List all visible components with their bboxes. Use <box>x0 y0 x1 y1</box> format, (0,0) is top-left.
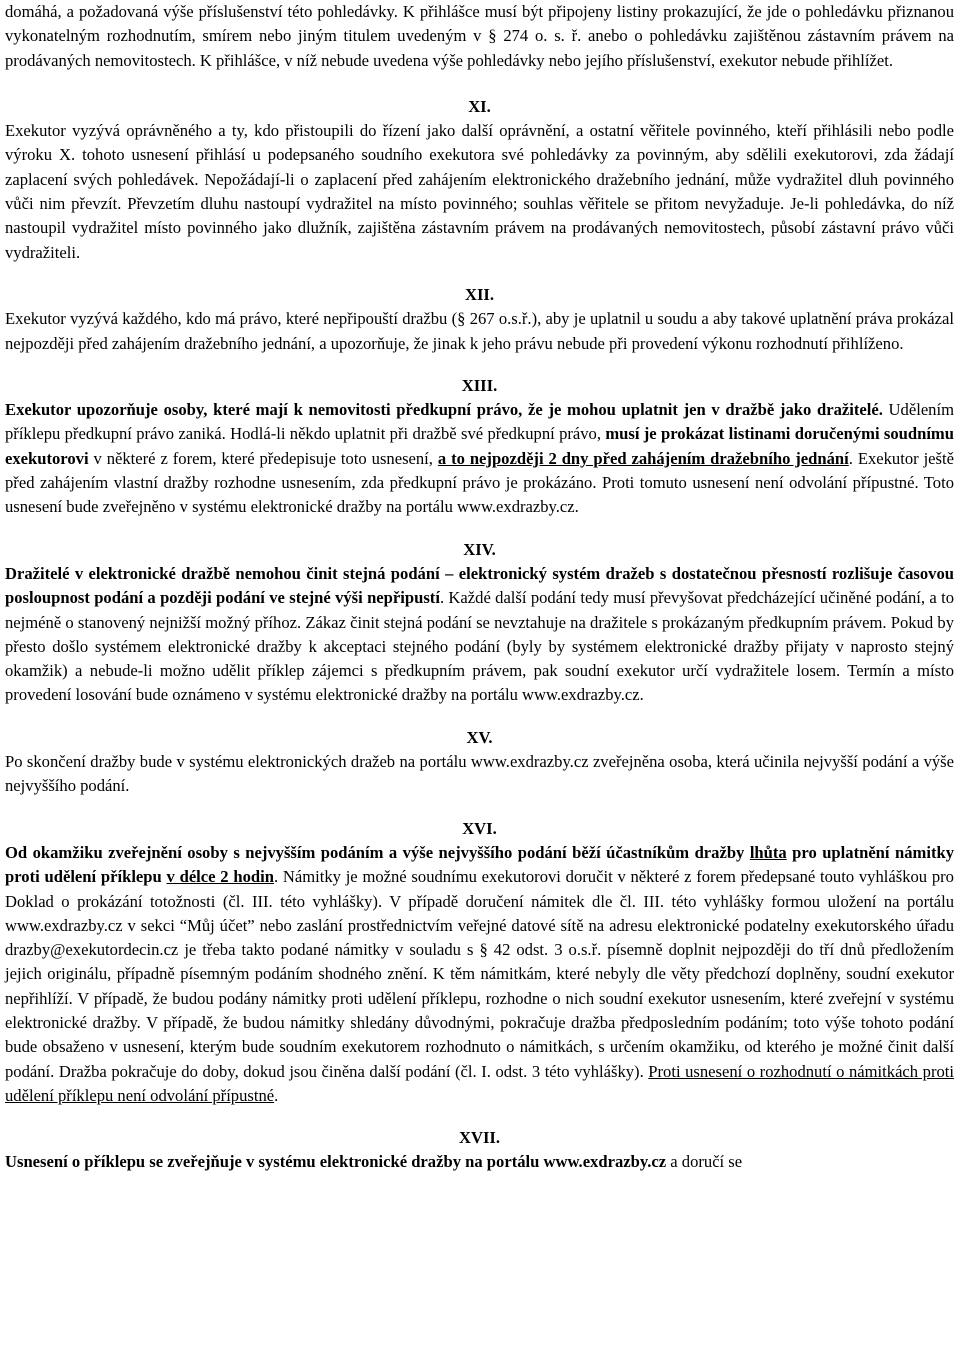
section-heading: XV. <box>466 727 493 747</box>
top-paragraph: domáhá, a požadovaná výše příslušenství této pohledávky. K přihlášce musí být připojeny listiny prokazující, že jde o pohledávku přiznanou vykonatelným rozhodnutím, smírem nebo jiným titulem uvedeným v § 274 o. s. ř. anebo o pohledávku zajištěnou zástavním právem na prodávaných nemovitostech. K přihlášce, v níž nebude uvedena výše pohledávky nebo jejího příslušenství, exekutor nebude přihlížet. <box>5 2 954 70</box>
plain-text: a doručí se <box>666 1152 743 1172</box>
bold-underlined-text: lhůta <box>749 842 787 862</box>
bold-text: Dražitelé v elektronické dražbě nemohou činit stejná podání – elektronický systém dražeb s dostatečnou přesností rozlišuje časovou posloupnost podání a později podání ve stejné výši nepřipustí <box>5 563 954 608</box>
section-heading: XVI. <box>462 818 497 838</box>
section-heading: XIV. <box>463 539 496 559</box>
plain-text: . Námitky je možné soudnímu exekutorovi doručit v některé z forem předepsané touto vyhláškou pro Doklad o prokázání totožnosti (čl. III. této vyhlášky). V případě doručení námitek dle čl. III. této vyhlášky formou uložení na portálu www.exdrazby.cz v sekci “Můj účet” nebo zaslání prostřednictvím veřejné datové sítě na adresu elektronické podatelny exekutorského úřadu drazby@exekutordecin.cz je třeba takto podané námitky v souladu s § 42 odst. 3 o.s.ř. písemně doplnit nejpozději do tří dnů předložením jejich originálu, případně písemným podáním shodného znění. K těm námitkám, které nebyly dle věty předchozí doplněny, soudní exekutor nepřihlíží. V případě, že budou podány námitky proti udělení příklepu, rozhodne o nich soudní exekutor usnesením, které zveřejní v systému elektronické dražby. V případě, že budou námitky shledány důvodnými, pokračuje dražba předposledním podáním; toto výše tohoto podání bude obsaženo v usnesení, kterým bude soudním exekutorem rozhodnuto o námitkách, s určením okamžiku, od kterého je možné činit další podání. Dražba pokračuje do doby, dokud jsou činěna další podání (čl. I. odst. 3 této vyhlášky). <box>5 867 954 1081</box>
section-heading: XVII. <box>458 1128 501 1148</box>
bold-text: Exekutor upozorňuje osoby, které mají k nemovitosti předkupní právo, že je mohou uplatnit jen v dražbě jako dražitelé. <box>5 400 883 420</box>
bold-text: Usnesení o příklepu se zveřejňuje v systému elektronické dražby na portálu www.exdrazby.cz <box>5 1152 667 1172</box>
section-text: Po skončení dražby bude v systému elektronických dražeb na portálu www.exdrazby.cz zveřejněna osoba, která učinila nejvyšší podání a výše nejvyššího podání. <box>5 752 954 796</box>
bold-underlined-text: v délce 2 hodin <box>166 867 274 887</box>
section-text: Exekutor vyzývá každého, kdo má právo, které nepřipouští dražbu (§ 267 o.s.ř.), aby je uplatnil u soudu a aby takové uplatnění práva prokázal nejpozději před zahájením dražebního jednání, a upozorňuje, že jinak k jeho právu nebude při provedení výkonu rozhodnutí přihlíženo. <box>5 309 954 353</box>
plain-text: Udělením příklepu předkupní právo zaniká. Hodlá-li někdo uplatnit při dražbě své předkupní právo, <box>5 400 954 444</box>
bold-text: musí je prokázat listinami doručenými soudnímu exekutorovi <box>5 424 954 468</box>
section-xvii <box>5 1126 954 1175</box>
section-text: Exekutor vyzývá oprávněného a ty, kdo přistoupili do řízení jako další oprávnění, a ostatní věřitele povinného, kteří přihlásili nebo podle výroku X. tohoto usnesení přihlásí u podepsaného soudního exekutora své pohledávky za povinným, aby sdělili exekutorovi, zda žádají zaplacení svých pohledávek. Nepožádají-li o zaplacení před zahájením elektronického dražebního jednání, může vydražitel dluh povinného vůči nim převzít. Převzetím dluhu nastoupí vydražitel na místo povinného; souhlas věřitele se přitom nevyžaduje. Je-li pohledávka, do níž nastoupil vydražitel místo povinného jako dlužník, zajištěna zástavním právem na prodávaných nemovitostech, působí zástavní právo vůči vydražiteli. <box>5 121 954 262</box>
section-xv <box>5 726 954 799</box>
section-heading: XI. <box>468 96 491 116</box>
bold-text: Od okamžiku zveřejnění osoby s nejvyšším podáním a výše nejvyššího podání běží účastníkům dražby <box>5 842 750 862</box>
plain-text: . Každé další podání tedy musí převyšovat předcházející učiněné podání, a to nejméně o stanovený nejnižší možný příhoz. Zákaz činit stejná podání se nevztahuje na dražitele s prokázaným předkupním právem. Pokud by přesto došlo systémem elektronické dražby k akceptaci stejného podání (byly by systémem elektronické dražby přijaty v naprosto stejný okamžik) a nebude-li možno udělit příklep zájemci s předkupním právem, pak soudní exekutor určí vydražitele losem. Termín a místo provedení losování bude oznámeno v systému elektronické dražby na portálu www.exdrazby.cz. <box>5 588 954 705</box>
underlined-text: Proti usnesení o rozhodnutí o námitkách proti udělení příklepu není odvolání přípustné <box>5 1061 954 1105</box>
section-heading: XII. <box>464 284 495 304</box>
section-xii <box>5 283 954 356</box>
plain-text: . Exekutor ještě před zahájením vlastní dražby rozhodne usnesením, zda předkupní právo je prokázáno. Proti tomuto usnesení není odvolání přípustné. Toto usnesení bude zveřejněno v systému elektronické dražby na portálu www.exdrazby.cz. <box>5 448 954 517</box>
document-page <box>5 0 954 1175</box>
section-xvi <box>5 817 954 1109</box>
section-text <box>5 562 954 708</box>
plain-text: v některé z forem, které předepisuje toto usnesení, <box>88 448 438 468</box>
plain-text: . <box>274 1085 279 1105</box>
section-xiv <box>5 538 954 708</box>
bold-underlined-text: a to nejpozději 2 dny před zahájením dražebního jednání <box>437 448 849 468</box>
section-xiii <box>5 374 954 520</box>
section-xi <box>5 95 954 265</box>
section-text <box>5 398 954 519</box>
section-text <box>5 1150 954 1174</box>
bold-text: pro uplatnění námitky proti udělení příklepu <box>5 842 954 887</box>
section-text <box>5 841 954 1108</box>
section-heading: XIII. <box>461 375 498 395</box>
